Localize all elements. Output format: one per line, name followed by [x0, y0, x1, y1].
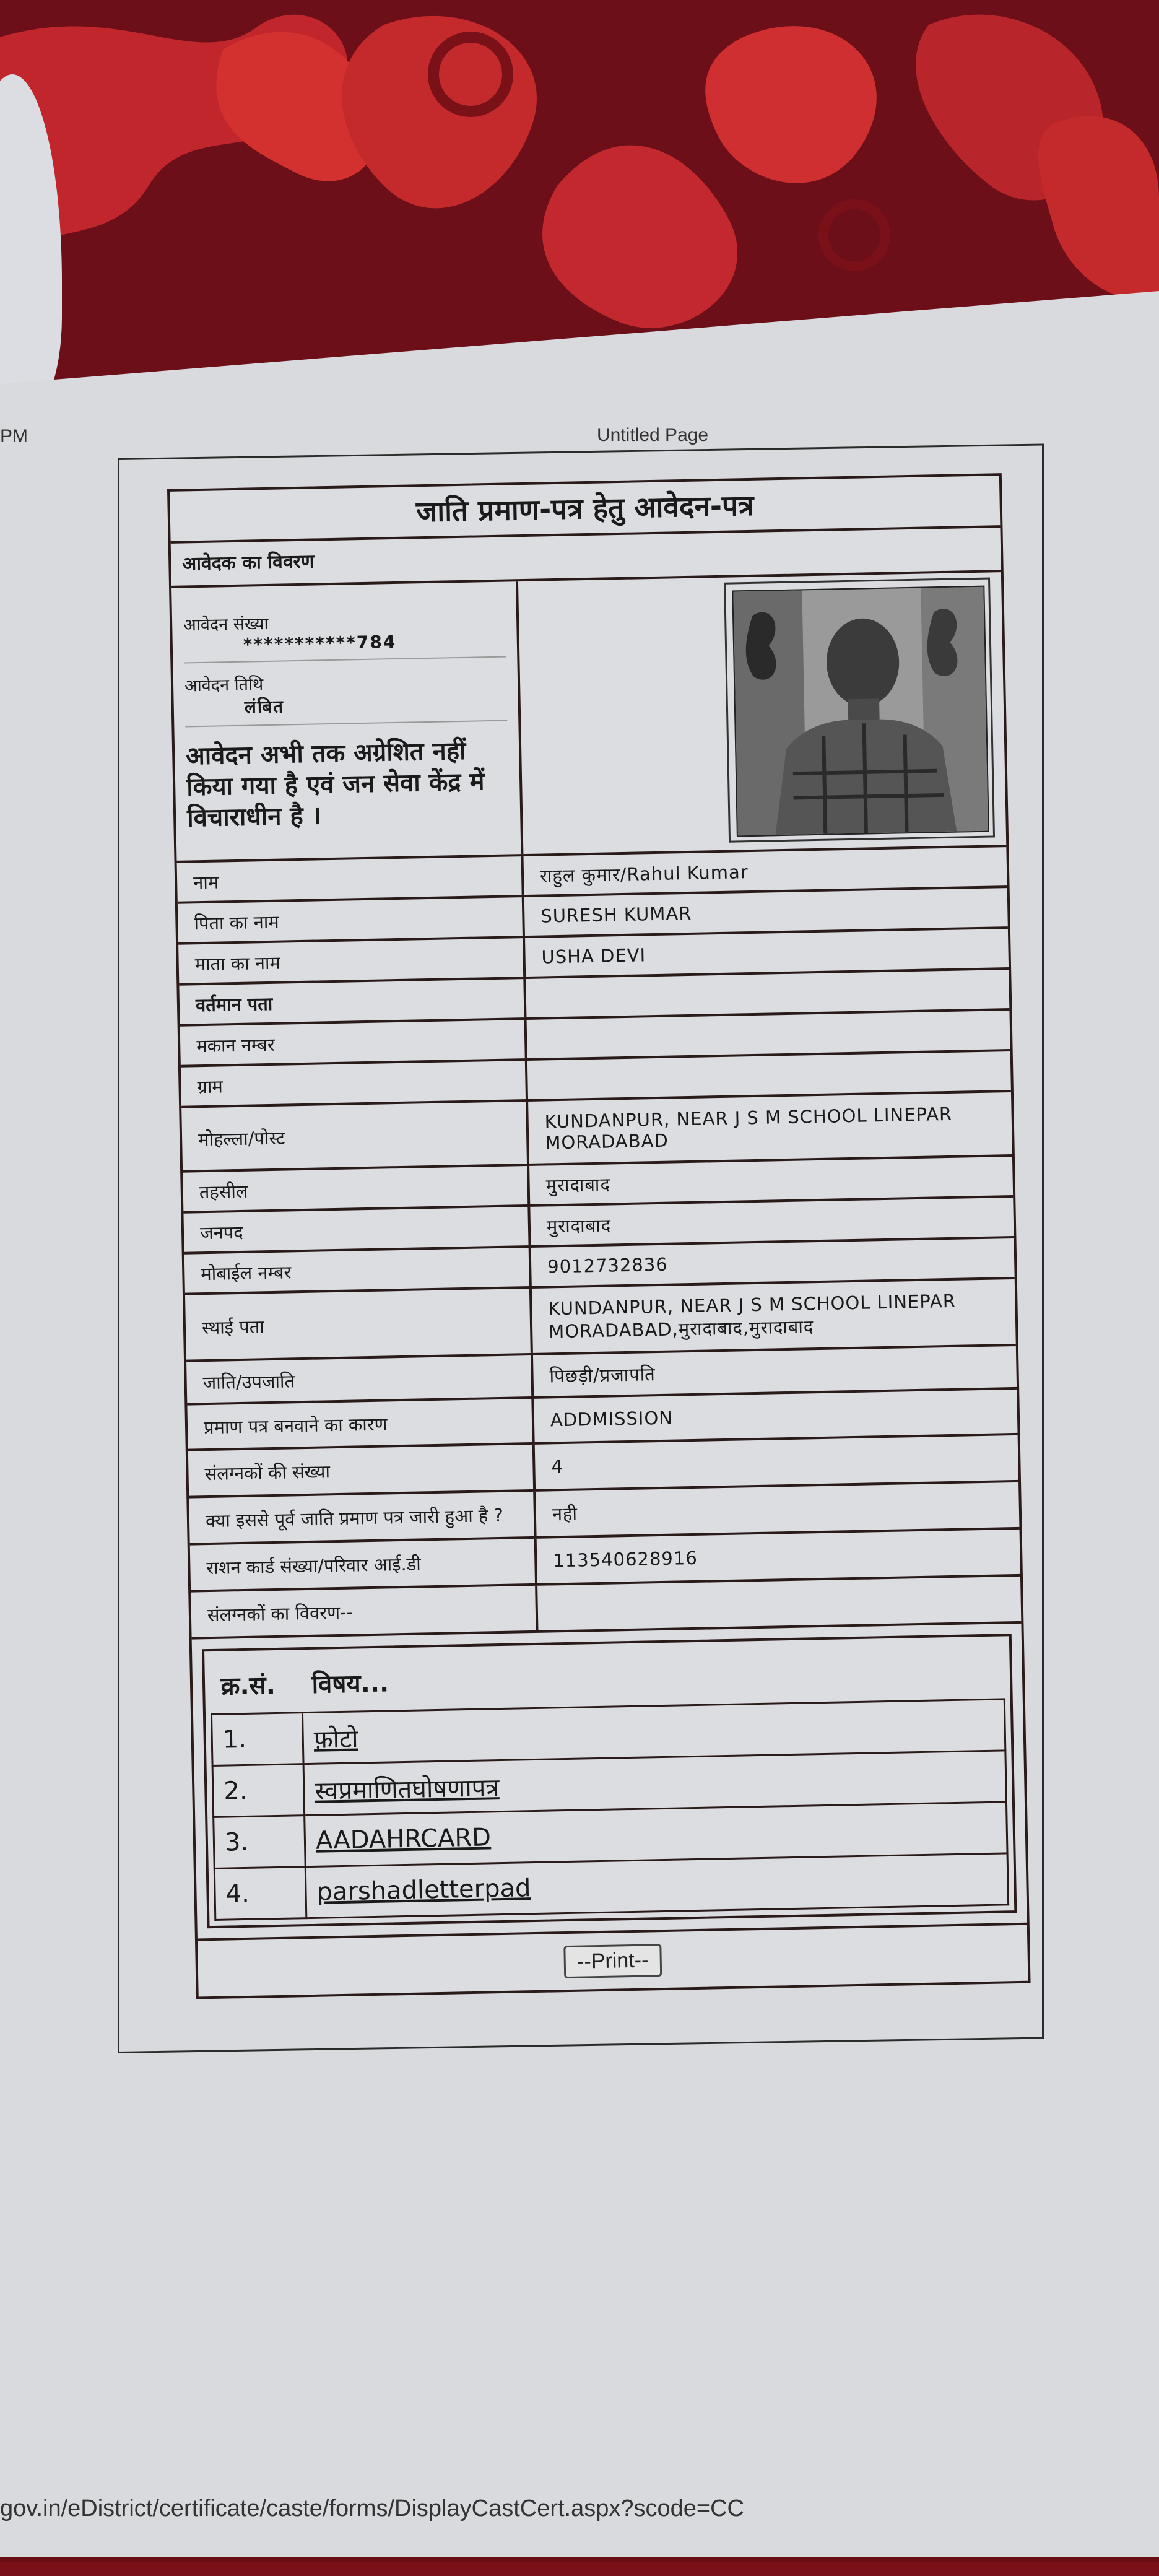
- application-summary: [171, 572, 1006, 863]
- row-label: प्रमाण पत्र बनवाने का कारण: [187, 1399, 534, 1449]
- print-time: PM: [0, 426, 28, 446]
- row-label: राशन कार्ड संख्या/परिवार आई.डी: [190, 1539, 537, 1590]
- row-label: क्या इससे पूर्व जाति प्रमाण पत्र जारी हुआ है ?: [189, 1492, 536, 1543]
- photo-frame: [724, 578, 995, 843]
- bottom-fabric-strip: [0, 2562, 1159, 2576]
- row-value: नही: [552, 1503, 578, 1525]
- application-info: [171, 581, 523, 861]
- row-label: मोहल्ला/पोस्ट: [181, 1102, 529, 1170]
- application-number-value: ***********784: [184, 630, 506, 664]
- row-value: मुरादाबाद: [545, 1173, 611, 1196]
- row-value: पिछड़ी/प्रजापति: [549, 1363, 656, 1386]
- row-label: ग्राम: [181, 1061, 528, 1106]
- col-subject-header: विषय...: [302, 1641, 1005, 1712]
- print-button[interactable]: --Print--: [564, 1944, 662, 1978]
- row-label: मोबाईल नम्बर: [184, 1248, 532, 1293]
- row-label: पिता का नाम: [178, 897, 525, 942]
- row-label: मकान नम्बर: [180, 1020, 527, 1065]
- row-value: SURESH KUMAR: [540, 902, 692, 927]
- attachment-link-self-declaration[interactable]: स्वप्रमाणितघोषणापत्र: [314, 1773, 500, 1806]
- row-label: माता का नाम: [178, 938, 526, 983]
- row-label: तहसील: [183, 1166, 530, 1211]
- row-value: 9012732836: [547, 1253, 669, 1277]
- row-value: राहुल कुमार/Rahul Kumar: [539, 861, 749, 887]
- section-applicant: आवेदक का विवरण: [171, 528, 1001, 588]
- attachments-box: [202, 1634, 1017, 1928]
- attachment-link-aadhar[interactable]: AADAHRCARD: [315, 1823, 492, 1855]
- row-label: जनपद: [183, 1207, 531, 1252]
- row-value: USHA DEVI: [541, 944, 646, 968]
- row-value: 4: [551, 1456, 564, 1477]
- row-value: [537, 1577, 1021, 1630]
- application-number-label: आवेदन संख्या: [183, 614, 269, 635]
- row-value: KUNDANPUR, NEAR J S M SCHOOL LINEPAR MORADABAD,मुरादाबाद,मुरादाबाद: [548, 1290, 957, 1342]
- row-value: मुरादाबाद: [546, 1214, 612, 1237]
- row-label: नाम: [177, 856, 524, 902]
- row-label: स्थाई पता: [185, 1289, 533, 1360]
- attachment-sno: 3.: [214, 1816, 306, 1869]
- print-page-title: Untitled Page: [597, 425, 709, 445]
- attachment-sno: 4.: [214, 1867, 306, 1920]
- attachments-section: [192, 1624, 1027, 1941]
- row-value: 113540628916: [553, 1547, 698, 1572]
- row-label: वर्तमान पता: [179, 979, 526, 1024]
- print-url: gov.in/eDistrict/certificate/caste/forms/DisplayCastCert.aspx?scode=CC: [0, 2496, 744, 2522]
- caste-certificate-form: [167, 473, 1031, 1999]
- application-date-label: आवेदन तिथि: [184, 675, 264, 696]
- attachment-link-photo[interactable]: फ़ोटो: [313, 1724, 358, 1754]
- row-value: KUNDANPUR, NEAR J S M SCHOOL LINEPAR MORADABAD: [544, 1103, 953, 1154]
- row-label: संलग्नकों की संख्या: [188, 1445, 536, 1496]
- attachment-sno: 1.: [211, 1713, 303, 1766]
- pending-message: आवेदन अभी तक अग्रेशित नहीं किया गया है एवं जन सेवा केंद्र में विचाराधीन है ।: [185, 736, 485, 833]
- row-value: ADDMISSION: [550, 1407, 674, 1431]
- application-date-value: लंबित: [184, 690, 507, 728]
- attachment-sno: 2.: [212, 1764, 305, 1817]
- row-label: जाति/उपजाति: [186, 1355, 534, 1403]
- row-label: संलग्नकों का विवरण--: [191, 1586, 538, 1637]
- attachments-table: [209, 1641, 1009, 1921]
- form-title: जाति प्रमाण-पत्र हेतु आवेदन-पत्र: [170, 476, 1000, 544]
- applicant-photo-art: [733, 587, 988, 836]
- applicant-photo: [732, 586, 989, 837]
- photo-cell: [518, 572, 1006, 854]
- col-sno-header: क्र.सं.: [211, 1655, 303, 1714]
- attachment-link-parshad-letter[interactable]: parshadletterpad: [316, 1874, 531, 1907]
